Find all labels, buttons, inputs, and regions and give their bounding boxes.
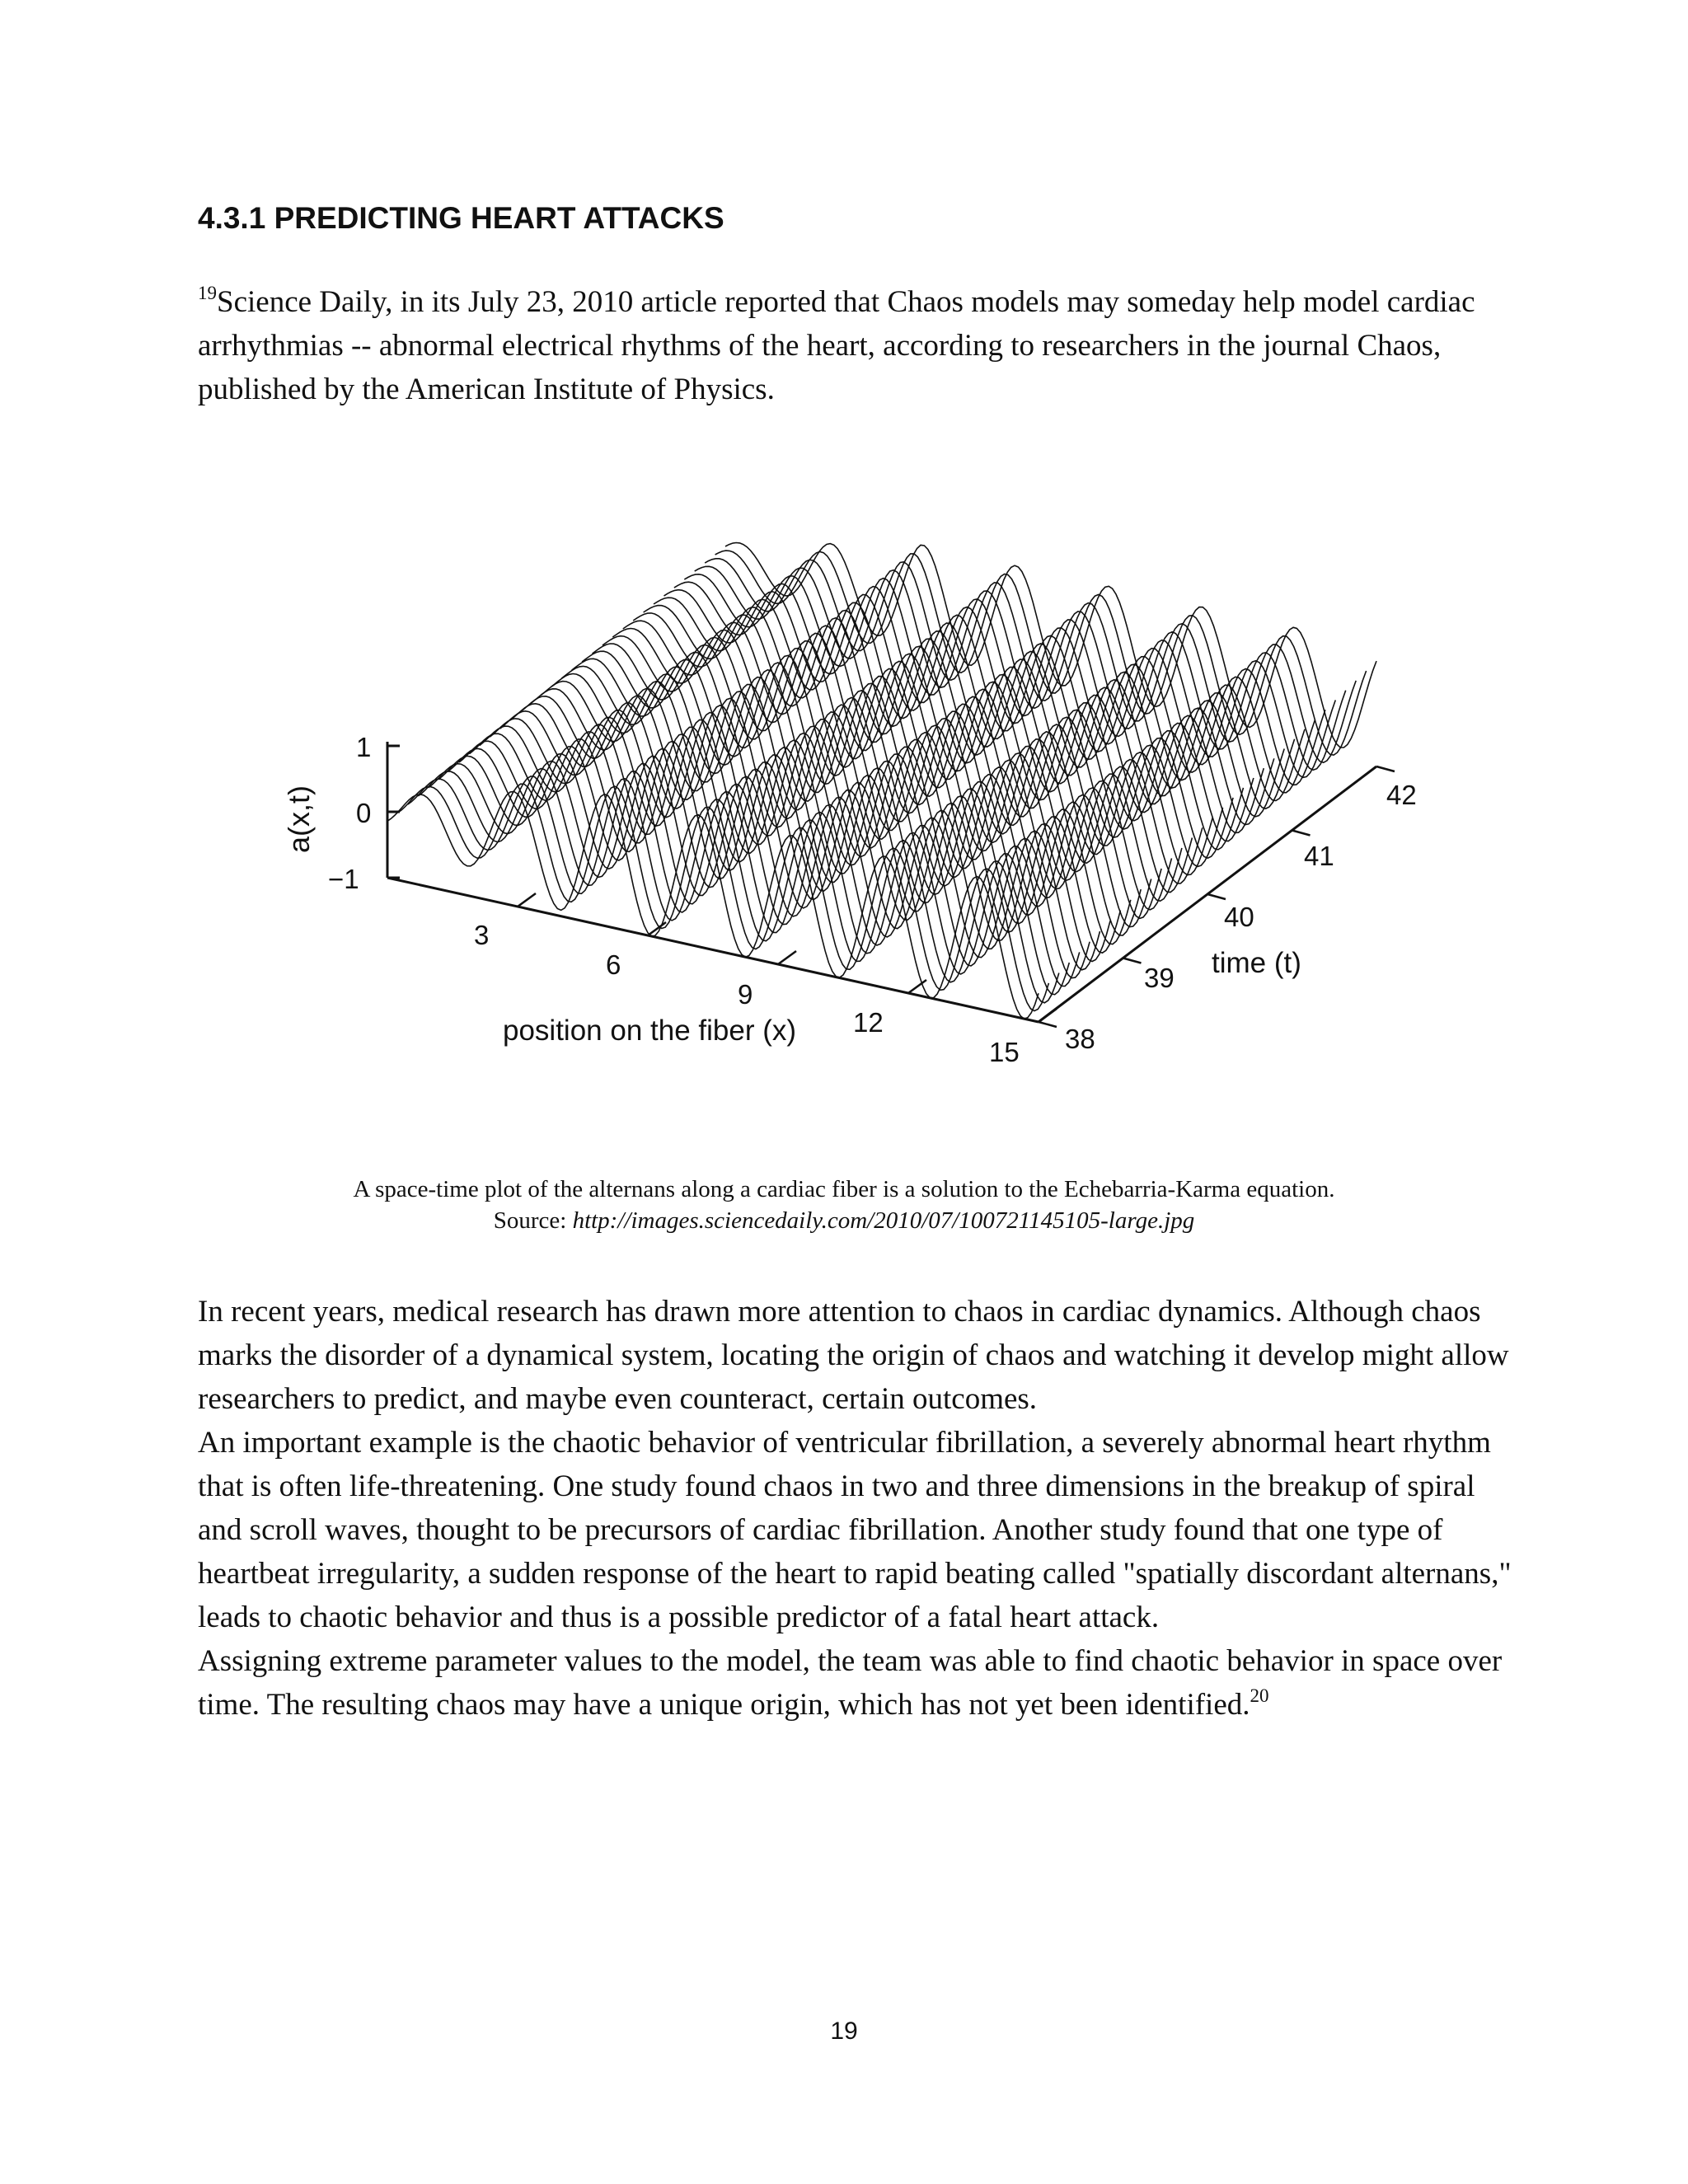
body-paragraph-2: An important example is the chaotic behavior of ventricular fibrillation, a severely abnormal heart rhythm that is often life-threatening. One study found chaos in two and three dimensions in the breakup of spiral and scroll waves, thought to be precursors of cardiac fibrillation. Another study found that one type of heartbeat irregularity, a sudden response of the heart to rapid beating called "spatially discordant alternans," leads to chaotic behavior and thus is a possible predictor of a fatal heart attack. [198,1426,1512,1634]
body-paragraph-3 [198,1639,1517,1727]
t-tick-label-41: 41 [1304,841,1334,871]
figure-caption: A space-time plot of the alternans along a cardiac fiber is a solution to the Echebarria-Karma equation. [353,1176,1335,1202]
body-paragraph-1: In recent years, medical research has drawn more attention to chaos in cardiac dynamics. Although chaos marks the disorder of a dynamical system, locating the origin of chaos and watching it develop might allow researchers to predict, and maybe even counteract, certain outcomes. [198,1295,1509,1416]
intro-text: Science Daily, in its July 23, 2010 article reported that Chaos models may someday help model cardiac arrhythmias -- abnormal electrical rhythms of the heart, according to researchers in the journal Chaos, published by the American Institute of Physics. [198,285,1475,406]
x-tick-label-3: 3 [474,920,490,950]
x-tick-mark [518,893,536,907]
t-tick-mark [1039,1022,1057,1027]
source-label: Source: [493,1207,573,1234]
source-url[interactable]: http://images.sciencedaily.com/2010/07/100721145105-large.jpg [572,1207,1195,1234]
x-tick-label-12: 12 [853,1007,884,1038]
space-time-plot-figure [264,429,1459,1170]
t-tick-label-42: 42 [1386,780,1417,810]
surface-trace [438,754,1090,978]
x-tick-mark [1039,1009,1057,1022]
t-tick-mark [1123,958,1142,963]
surface-trace [449,747,1100,970]
page-number: 19 [830,2018,858,2045]
body-paragraph-3-text: Assigning extreme parameter values to the model, the team was able to find chaotic behavior in space over time. The resulting chaos may have a unique origin, which has not yet been identified. [198,1644,1503,1722]
x-axis-label: position on the fiber (x) [503,1015,797,1047]
t-tick-mark [1376,766,1395,771]
surface-trace [705,559,1356,763]
t-tick-mark [1292,831,1311,836]
z-tick-label-1: 1 [356,732,372,762]
figure-source [198,1205,1490,1236]
x-tick-label-15: 15 [989,1037,1020,1067]
surface-trace [387,791,1039,1019]
surface-trace [715,551,1367,755]
t-tick-label-40: 40 [1224,902,1254,932]
body-text [198,1290,1517,1727]
z-tick-label-0: 0 [356,798,372,828]
t-axis-label: time (t) [1212,947,1301,979]
t-tick-label-39: 39 [1144,963,1175,993]
surface-trace [429,761,1080,986]
intro-paragraph [198,280,1517,411]
z-tick-label-neg1: −1 [328,864,359,894]
z-axis-label: a(x,t) [282,785,316,853]
x-tick-mark [778,951,796,964]
t-tick-mark [1207,894,1226,899]
section-heading: 4.3.1 PREDICTING HEART ATTACKS [198,201,724,235]
footnote-ref-20[interactable]: 20 [1250,1685,1269,1706]
footnote-ref-19[interactable]: 19 [198,282,217,303]
t-tick-label-38: 38 [1065,1024,1095,1054]
surface-trace [654,598,1305,800]
x-tick-label-6: 6 [606,949,621,980]
x-tick-label-9: 9 [738,979,753,1010]
surface-plot [264,429,1459,1170]
